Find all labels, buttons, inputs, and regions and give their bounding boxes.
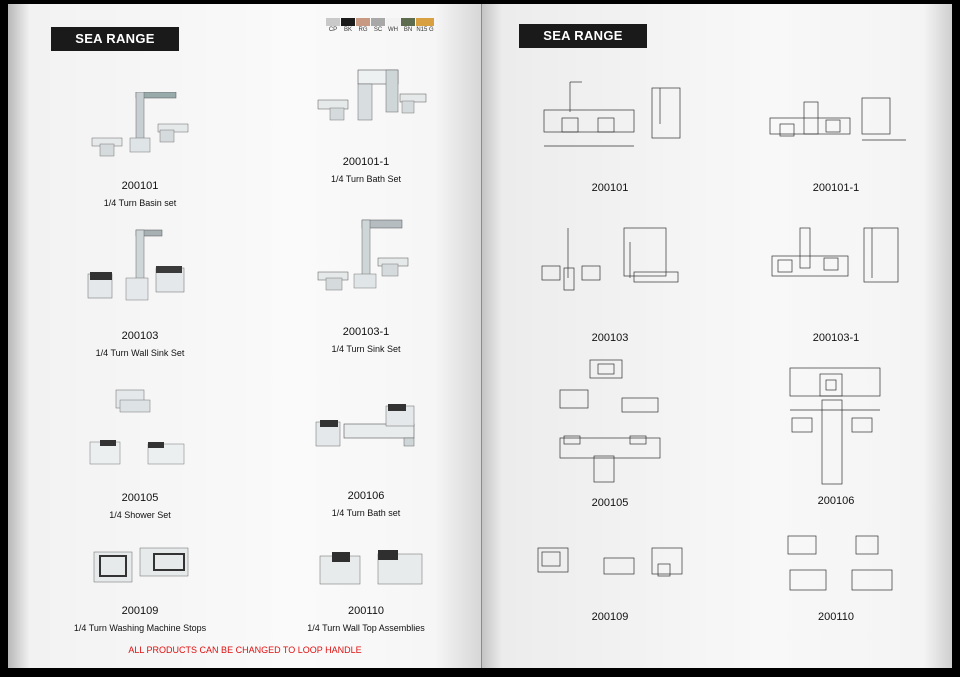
- drawing-code: 200110: [818, 611, 854, 623]
- drawing-code: 200103: [591, 332, 629, 344]
- product-name: 1/4 Turn Basin set: [103, 198, 177, 208]
- product-code: 200103: [121, 330, 159, 342]
- technical-drawing-200101-1: [766, 88, 916, 154]
- catalog-left-page: [8, 4, 482, 668]
- section-header: SEA RANGE: [519, 24, 647, 48]
- product-code: 200101-1: [342, 156, 390, 168]
- technical-drawing-200101: [540, 78, 690, 154]
- finish-chip: [356, 18, 370, 26]
- drawing-code: 200101: [591, 182, 629, 194]
- finish-code: N15 G: [416, 27, 434, 33]
- product-name: 1/4 Turn Washing Machine Stops: [73, 623, 207, 633]
- finish-code: BK: [343, 27, 352, 33]
- finish-code: BN: [403, 27, 413, 33]
- finish-code: SC: [373, 27, 383, 33]
- product-name: 1/4 Turn Wall Top Assemblies: [307, 623, 425, 633]
- finish-swatch: [401, 18, 415, 34]
- product-image-wall-bath-set: [314, 402, 426, 456]
- finish-chip: [371, 18, 385, 26]
- drawing-code: 200103-1: [812, 332, 860, 344]
- product-code: 200109: [121, 605, 159, 617]
- drawing-code: 200101-1: [812, 182, 860, 194]
- finish-chip: [326, 18, 340, 26]
- product-image-basin-set: [86, 92, 196, 162]
- technical-drawing-200109: [532, 542, 708, 582]
- product-name: 1/4 Turn Bath set: [331, 508, 401, 518]
- section-header: SEA RANGE: [51, 27, 179, 51]
- product-image-sink-set: [314, 218, 414, 296]
- finish-chip: [341, 18, 355, 26]
- product-caption: [50, 605, 230, 633]
- finish-swatch: [416, 18, 434, 34]
- drawing-code: 200106: [817, 495, 855, 507]
- catalog-right-page: [482, 4, 952, 668]
- product-caption: [276, 605, 456, 633]
- product-image-bath-set: [316, 66, 428, 128]
- technical-drawing-200106: [782, 362, 892, 488]
- product-image-wall-top-assemblies: [318, 544, 428, 588]
- finish-code: WH: [388, 27, 398, 33]
- product-code: 200103-1: [342, 326, 390, 338]
- finish-swatch: [386, 18, 400, 34]
- product-name: 1/4 Turn Sink Set: [331, 344, 401, 354]
- finish-swatch: [341, 18, 355, 34]
- loop-handle-note: ALL PRODUCTS CAN BE CHANGED TO LOOP HANDLE: [128, 645, 362, 655]
- product-image-wall-sink-set: [86, 226, 196, 306]
- technical-drawing-200103-1: [768, 222, 918, 298]
- product-code: 200105: [121, 492, 159, 504]
- product-image-washing-machine-stops: [92, 544, 192, 588]
- product-caption: [276, 490, 456, 518]
- product-caption: [50, 492, 230, 520]
- product-caption: [50, 330, 230, 358]
- product-code: 200101: [121, 180, 159, 192]
- finish-swatch: [356, 18, 370, 34]
- finish-chip: [416, 18, 434, 26]
- finish-swatches: [326, 18, 444, 36]
- finish-swatch: [371, 18, 385, 34]
- finish-code: CP: [328, 27, 338, 33]
- product-caption: [50, 180, 230, 208]
- finish-chip: [401, 18, 415, 26]
- drawing-code: 200105: [591, 497, 629, 509]
- product-code: 200110: [348, 605, 384, 617]
- product-caption: [276, 156, 456, 184]
- technical-drawing-200105: [554, 356, 674, 488]
- product-caption: [276, 326, 456, 354]
- technical-drawing-200103: [538, 222, 688, 306]
- finish-swatch: [326, 18, 340, 34]
- product-code: 200106: [347, 490, 385, 502]
- drawing-code: 200109: [591, 611, 629, 623]
- finish-chip: [386, 18, 400, 26]
- product-name: 1/4 Turn Bath Set: [330, 174, 402, 184]
- technical-drawing-200110: [778, 530, 898, 594]
- product-name: 1/4 Turn Wall Sink Set: [95, 348, 185, 358]
- finish-code: RG: [358, 27, 368, 33]
- product-name: 1/4 Shower Set: [109, 510, 171, 520]
- product-image-shower-set: [86, 386, 196, 470]
